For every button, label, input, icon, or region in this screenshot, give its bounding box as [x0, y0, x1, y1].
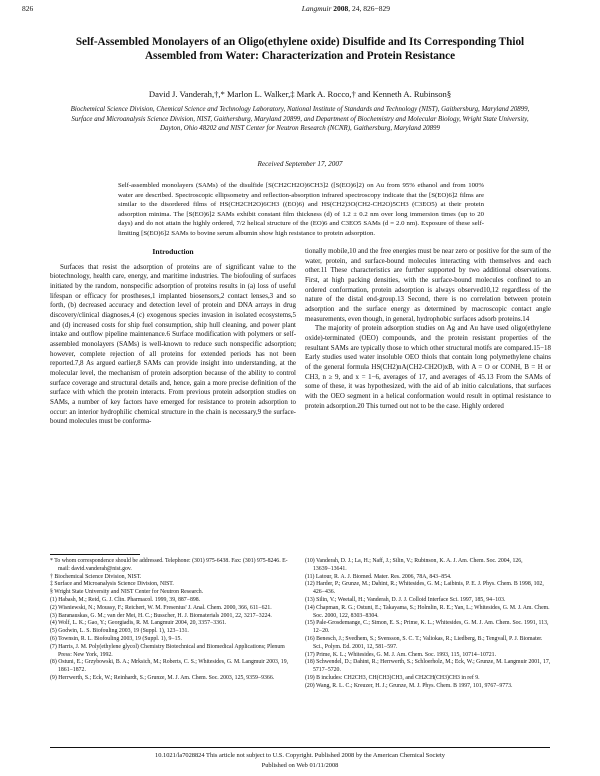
intro-paragraph-1-continued: tionally mobile,10 and the free energies must be near zero or positive for the sum of the water, protein, and surface-bound molecules interacting with themselves and each other.11 These characteristics are further supported by two additional observations. First, at high packing densities, with the surface-bound molecules confined to an ordered conformation, protein adsorption is always observed10,12 regardless of the nature of the distal end-group.13 Second, there is no correlation between protein adsorption and the surface energy as determined by macroscopic contact angle measurements, even though, in general, hydrophobic surfaces adsorb proteins.14 — [305, 247, 551, 323]
reference: (20) Wang, R. L. C.; Kreuzer, H. J.; Grunze, M. J. Phys. Chem. B 1997, 101, 9767−9773. — [305, 682, 513, 689]
section-heading-introduction: Introduction — [152, 247, 194, 256]
reference: (7) Harris, J. M. Poly(ethylene glycol) Chemistry Biotechnical and Biomedical Applications; Plenum Press: New York, 1992. — [50, 643, 285, 658]
doi-copyright-line: 10.1021/la7028824 This article not subject to U.S. Copyright. Published 2008 by the American Chemical Society — [155, 752, 445, 759]
reference: (14) Chapman, R. G.; Ostuni, E.; Takayama, S.; Holmlin, R. E.; Yan, L.; Whitesides, G. M. J. Am. Chem. Soc. 2000, 122, 8303−8304. — [305, 604, 550, 619]
reference: (4) Wolf, L. K.; Gao, Y.; Georgiadis, R. M. Langmuir 2004, 20, 3357−3361. — [50, 620, 227, 627]
intro-paragraph-1: Surfaces that resist the adsorption of proteins are of significant value to the biotechnology, health care, energy, and maritime industries. The biofouling of surfaces initiated by the random, nonspecific adsorption of proteins results in (a) loss of useful lifespan or efficacy for prostheses,1 implanted biosensors,2 contact lenses,3 and so forth, (b) decreased accuracy and detection level of protein and DNA arrays in drug discovery/clinical diagnoses,4 (c) exogenous species invasion in isolated ecosystems,5 and (d) increased costs for ship fuel consumption, ship hull cleaning, and power plant intake and outflow pipeline maintenance.6 Surface modification with polymers or self-assembled monolayers (SAMs) is well-known to reduce such nonspecific adsorption; however, complete rejection of all proteins for extended periods has not been reported.7,8 As argued earlier,8 SAMs can provide insight into understanding, at the molecular level, the mechanism of protein adsorption because of the ability to control surface coverage and structural details and, hence, gain a more precise definition of the surface with which the protein interacts. From previous protein adsorption studies on SAMs, a number of key factors have emerged for resistance to protein adsorption to occur: an interior hydrophilic chemical structure in the chain is necessary,9 the surface-bound molecules must be conforma- — [50, 262, 296, 426]
reference: (6) Townsin, R. L. Biofouling 2003, 19 (Suppl. 1), 9−15. — [50, 635, 182, 642]
footnote: † Biochemical Science Division, NIST. — [50, 573, 142, 580]
reference: (9) Herrwerth, S.; Eck, W.; Reinhardt, S.; Grunze, M. J. Am. Chem. Soc. 2003, 125, 9359−9366. — [50, 674, 275, 681]
reference: (1) Habash, M.; Reid, G. J. Clin. Pharmacol. 1999, 39, 887−898. — [50, 596, 201, 603]
reference: (2) Wisniewski, N.; Moussy, F.; Reichert, W. M. Fresenius' J. Anal. Chem. 2000, 366, 611−621. — [50, 604, 272, 611]
reference: (5) Godwin, L. S. Biofouling 2003, 19 (Suppl. 1), 123−131. — [50, 628, 189, 635]
reference: (10) Vanderah, D. J.; La, H.; Naff, J.; Silin, V.; Rubinson, K. A. J. Am. Chem. Soc. 2004, 126, 13639−13641. — [305, 558, 523, 572]
reference: (18) Schwendel, D.; Dahint, R.; Herrwerth, S.; Schloerholz, M.; Eck, W.; Grunze, M. Langmuir 2001, 17, 5717−5720. — [305, 659, 551, 674]
reference: (19) B includes: CH2CH3, CH(CH3)CH3, and CH2CH(CH3)CH3 in ref 9. — [305, 674, 480, 681]
reference: (8) Ostuni, E.; Grzybowski, B. A.; Mrksich, M.; Roberts, C. S.; Whitesides, G. M. Langmuir 2003, 19, 1861−1872. — [50, 659, 289, 674]
author-list: David J. Vanderah,†,* Marlon L. Walker,‡ Mark A. Rocco,† and Kenneth A. Rubinson§ — [148, 89, 452, 99]
affiliations: Biochemical Science Division, Chemical Science and Technology Laboratory, National Institute of Standards and Technology (NIST), Gaithersburg, Maryland 20899, Surface and Microanalysis Science Division, NIST, Gaithersburg, Maryland 20899, and Department of Biochemistry and Molecular Biology, Wright State University, Dayton, Ohio 48202 and NIST Center for Neutron Research (NCNR), Gaithersburg, Maryland 20899 — [70, 106, 530, 133]
volume-pages: 24, 826−829 — [352, 4, 390, 13]
footnote: § Wright State University and NIST Center for Neutron Research. — [50, 589, 204, 596]
intro-paragraph-2: The majority of protein adsorption studies on Ag and Au have used oligo(ethylene oxide)-terminated (OEO) compounds, and the protein resistant properties of the resultant SAMs are typically those to which other structural motifs are compared.15−18 Early studies used water insoluble OEO thiols that contain long polymethylene chains of the general formula HS(CH2)nA(CH2-CH2O)xB, with A = O or CONH, B = H or CH3, n ≥ 9, and x = 1−6, averages of 17, and averages of 45.13 From the SAMs of some of these, it was hypothesized, with the aid of ab initio calculations, that surfaces with the OEO segment in a helical conformation would result in optimal resistance to protein adsorption.20 This turned out not to be the case. Highly ordered — [305, 324, 551, 410]
footnotes — [50, 558, 296, 683]
running-header: Langmuir 2008, 24, 826−829 — [301, 4, 390, 13]
reference: (15) Pale-Grosdemange, C.; Simon, E. S.; Prime, K. L.; Whitesides, G. M. J. Am. Chem. Soc. 1991, 113, 12−20. — [305, 620, 549, 635]
page-number: 826 — [22, 4, 34, 13]
footnote-divider — [50, 554, 140, 555]
article-title: Self-Assembled Monolayers of an Oligo(ethylene oxide) Disulfide and Its Corresponding Thiol Assembled from Water: Characterization and Protein Resistance — [75, 36, 525, 62]
received-date: Received September 17, 2007 — [257, 160, 343, 168]
reference-list — [305, 558, 551, 691]
footer-divider — [50, 747, 550, 748]
reference: (16) Benesch, J.; Svedhem, S.; Svensson, S. C. T.; Valiokas, R.; Liedberg, B.; Tengvall, P. J. Biomater. Sci., Polym. Ed. 2001, 12, 581−597. — [305, 635, 543, 650]
reference: (17) Prime, K. L.; Whitesides, G. M. J. Am. Chem. Soc. 1993, 115, 10714−10721. — [305, 651, 497, 658]
journal-name: Langmuir — [301, 4, 332, 13]
footnote: ‡ Surface and Microanalysis Science Division, NIST. — [50, 581, 174, 588]
reference: (13) Silin, V.; Weetall, H.; Vanderah, D. J. J. Colloid Interface Sci. 1997, 185, 94−103. — [305, 596, 506, 603]
published-date: Published on Web 01/11/2008 — [261, 762, 339, 769]
journal-year: 2008 — [333, 4, 349, 13]
abstract: Self-assembled monolayers (SAMs) of the disulfide [S(CH2CH2O)6CH3]2 ([S(EO)6]2) on Au from 95% ethanol and from 100% water are described. Spectroscopic ellipsometry and reflection-absorption infrared spectroscopy indicate that the [S(EO)6]2 films are similar to the disordered films of HS(CH2CH2O)6CH3 ((EO)6) and HS(CH2)3O(CH2-CH2O)5CH3 (C3EO5) at their protein adsorption minima. The [S(EO)6]2 SAMs exhibit constant film thickness (d) of 1.2 ± 0.2 nm over long immersion times (up to 20 days) and do not attain the highly ordered, 7/2 helical structure of the (EO)6 and C3EO5 SAMs (d = 2.0 nm). Exposure of these self-limiting [S(EO)6]2 SAMs to bovine serum albumin show high resistance to protein adsorption. — [118, 182, 484, 237]
reference: (12) Harder, P.; Grunze, M.; Dahint, R.; Whitesides, G. M.; Laibinis, P. E. J. Phys. Chem. B 1998, 102, 426−436. — [305, 581, 544, 596]
reference: (11) Latour, R. A. J. Biomed. Mater. Res. 2006, 78A, 843−854. — [305, 573, 452, 580]
reference: (3) Baranauskas, G. M.; van der Mei, H. C.; Busscher, H. J. Biomaterials 2001, 22, 3217−3224. — [50, 612, 272, 619]
right-column — [305, 247, 551, 411]
footnote: * To whom correspondence should be addressed. Telephone: (301) 975-6438. Fax: (301) 975-8246. E-mail: david.vanderah@nist.gov. — [50, 558, 288, 572]
left-column — [50, 247, 296, 427]
